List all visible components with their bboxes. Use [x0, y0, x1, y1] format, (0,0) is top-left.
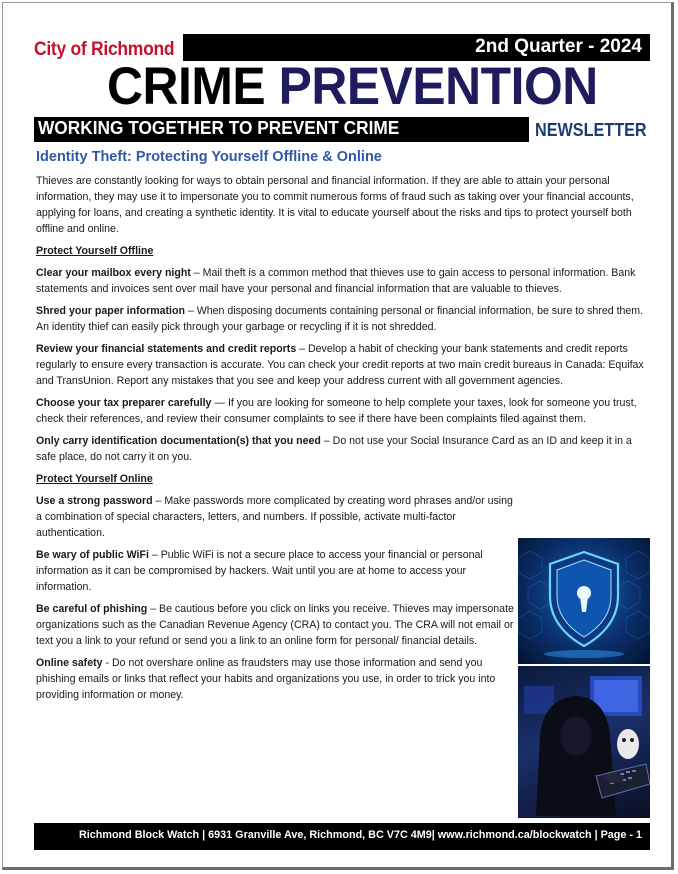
- online-tip: Be careful of phishing – Be cautious before you click on links you receive. Thieves may impersonate organizations such as the Canadian Revenue Agency (CRA) to contact you. The CRA will not email or text you a link to your refund or send you a link to an online form for personal/ financial details.: [36, 603, 514, 647]
- footer-bar: [34, 823, 650, 850]
- online-tip: Be wary of public WiFi – Public WiFi is not a secure place to access your financial or personal information as it can be compromised by hackers. Wait until you are at home to access your information.: [36, 549, 483, 593]
- online-heading: Protect Yourself Online: [36, 473, 153, 485]
- shield-lock-icon: [518, 538, 650, 664]
- title-word-prevention: PREVENTION: [278, 57, 598, 116]
- online-tip: Use a strong password – Make passwords more complicated by creating word phrases and/or using a combination of special characters, letters, and numbers. If possible, activate multi-factor authentication.: [36, 495, 513, 539]
- quarter-label: 2nd Quarter - 2024: [475, 36, 642, 57]
- online-tip: Online safety - Do not overshare online as fraudsters may use those information and send you phishing emails or links that reflect your habits and organizations you use, in order to trick you into providing information or money.: [36, 657, 496, 701]
- slogan-text: WORKING TOGETHER TO PREVENT CRIME: [38, 118, 400, 138]
- city-name: City of Richmond: [34, 39, 175, 60]
- offline-tip: Only carry identification documentation(s) that you need – Do not use your Social Insurance Card as an ID and keep it in a safe place, do not carry it on you.: [36, 435, 632, 463]
- online-section: [36, 493, 514, 703]
- slogan-bar: [34, 117, 529, 142]
- title-word-crime: CRIME: [107, 57, 266, 116]
- hacker-icon: [518, 666, 650, 818]
- footer-text: Richmond Block Watch | 6931 Granville Ave, Richmond, BC V7C 4M9| www.richmond.ca/blockwatch | Page - 1: [78, 829, 642, 841]
- cyber-shield-lock-image: [518, 538, 650, 664]
- offline-tip: Clear your mailbox every night – Mail theft is a common method that thieves use to gain access to personal information. Bank statements and invoices sent over mail have your personal and financial information that are valuable to thieves.: [36, 267, 636, 295]
- offline-heading: Protect Yourself Offline: [36, 245, 154, 257]
- offline-tip: Choose your tax preparer carefully — If you are looking for someone to help complete your taxes, look for someone you trust, check their references, and review their consumer complaints to see if there have been complaints filed against them.: [36, 397, 637, 425]
- article-heading: Identity Theft: Protecting Yourself Offline & Online: [36, 149, 382, 165]
- intro-paragraph: Thieves are constantly looking for ways to obtain personal and financial information. If they are able to attain your personal information, they may use it to impersonate you to commit numerous forms of fraud such as taking over your financial accounts, applying for loans, and creating a synthetic identity. It is vital to educate yourself about the risks and tips to protect yourself both offline and online.: [36, 175, 634, 235]
- newsletter-page: [2, 2, 674, 870]
- newsletter-label: NEWSLETTER: [535, 120, 647, 140]
- hooded-hacker-image: [518, 666, 650, 818]
- offline-tip: Review your financial statements and credit reports – Develop a habit of checking your bank statements and credit reports regularly to ensure every transaction is accurate. You can check your credit reports at two main credit bureaus in Canada: Equifax and TransUnion. Report any mistakes that you see and keep your address current with all government agencies.: [36, 343, 644, 387]
- newsletter-title: [107, 57, 598, 117]
- offline-tip: Shred your paper information – When disposing documents containing personal or financial information, be sure to shred them. An identity thief can easily pick through your garbage or recycling if it is not shredded.: [36, 305, 644, 333]
